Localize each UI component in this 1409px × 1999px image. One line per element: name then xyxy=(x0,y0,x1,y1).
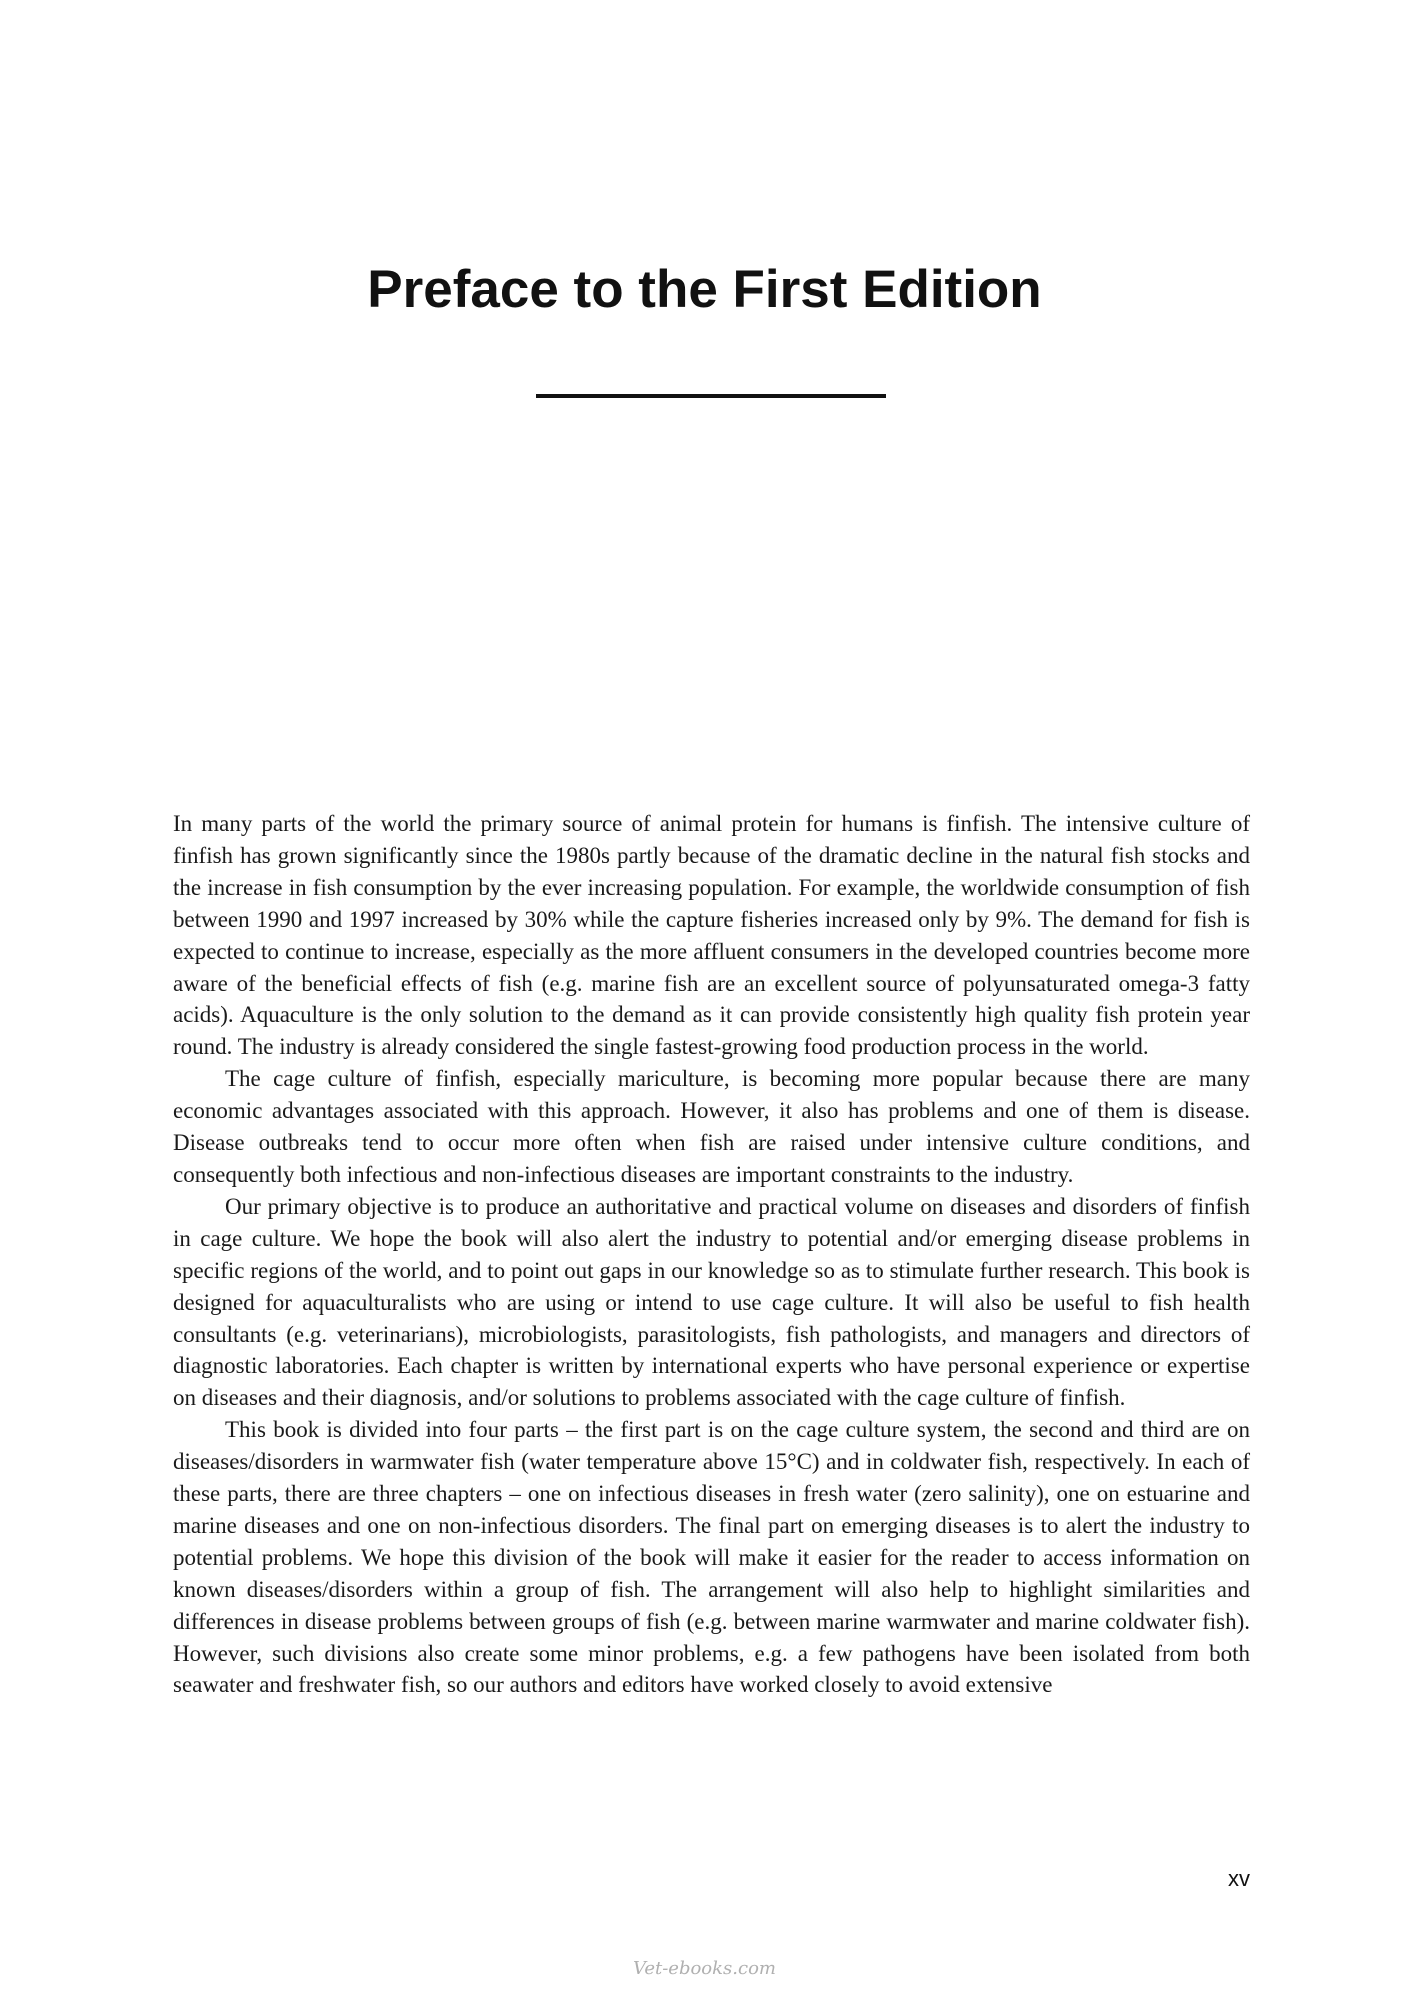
watermark-logo: Vet-ebooks.com xyxy=(632,1958,776,1979)
page-number: xv xyxy=(1228,1866,1250,1891)
paragraph: This book is divided into four parts – the first part is on the cage culture system, the second and third are on diseases/disorders in warmwater fish (water temperature above 15°C) and in coldwater fish, respectively. In each of these parts, there are three chapters – one on infectious diseases in fresh water (zero salinity), one on estuarine and marine diseases and one on non-infectious disorders. The final part on emerging diseases is to alert the industry to potential problems. We hope this division of the book will make it easier for the reader to access information on known diseases/disorders within a group of fish. The arrangement will also help to highlight similarities and differences in disease problems between groups of fish (e.g. between marine warmwater and marine coldwater fish). However, such divisions also create some minor problems, e.g. a few pathogens have been isolated from both seawater and freshwater fish, so our authors and editors have worked closely to avoid extensive xyxy=(173,1417,1250,1698)
paragraph: In many parts of the world the primary source of animal protein for humans is finfish. The intensive culture of finfish has grown significantly since the 1980s partly because of the dramatic decline in the natural fish stocks and the increase in fish consumption by the ever increasing population. For example, the worldwide consumption of fish between 1990 and 1997 increased by 30% while the capture fisheries increased only by 9%. The demand for fish is expected to continue to increase, especially as the more affluent consumers in the developed countries become more aware of the beneficial effects of fish (e.g. marine fish are an excellent source of polyunsaturated omega-3 fatty acids). Aquaculture is the only solution to the demand as it can provide consistently high quality fish protein year round. The industry is already considered the single fastest-growing food production process in the world. xyxy=(173,811,1250,1060)
paragraph: Our primary objective is to produce an authoritative and practical volume on diseases and disorders of finfish in cage culture. We hope the book will also alert the industry to potential and/or emerging disease problems in specific regions of the world, and to point out gaps in our knowledge so as to stimulate further research. This book is designed for aquaculturalists who are using or intend to use cage culture. It will also be useful to fish health consultants (e.g. veterinarians), microbiologists, parasitologists, fish pathologists, and managers and directors of diagnostic laboratories. Each chapter is written by international experts who have personal experience or expertise on diseases and their diagnosis, and/or solutions to problems associated with the cage culture of finfish. xyxy=(173,1193,1250,1411)
page-title: Preface to the First Edition xyxy=(367,260,1042,319)
title-rule xyxy=(536,394,886,398)
preface-body xyxy=(173,808,1250,1701)
paragraph: The cage culture of finfish, especially mariculture, is becoming more popular because there are many economic advantages associated with this approach. However, it also has problems and one of them is disease. Disease outbreaks tend to occur more often when fish are raised under intensive culture conditions, and consequently both infectious and non-infectious diseases are important constraints to the industry. xyxy=(173,1066,1250,1187)
